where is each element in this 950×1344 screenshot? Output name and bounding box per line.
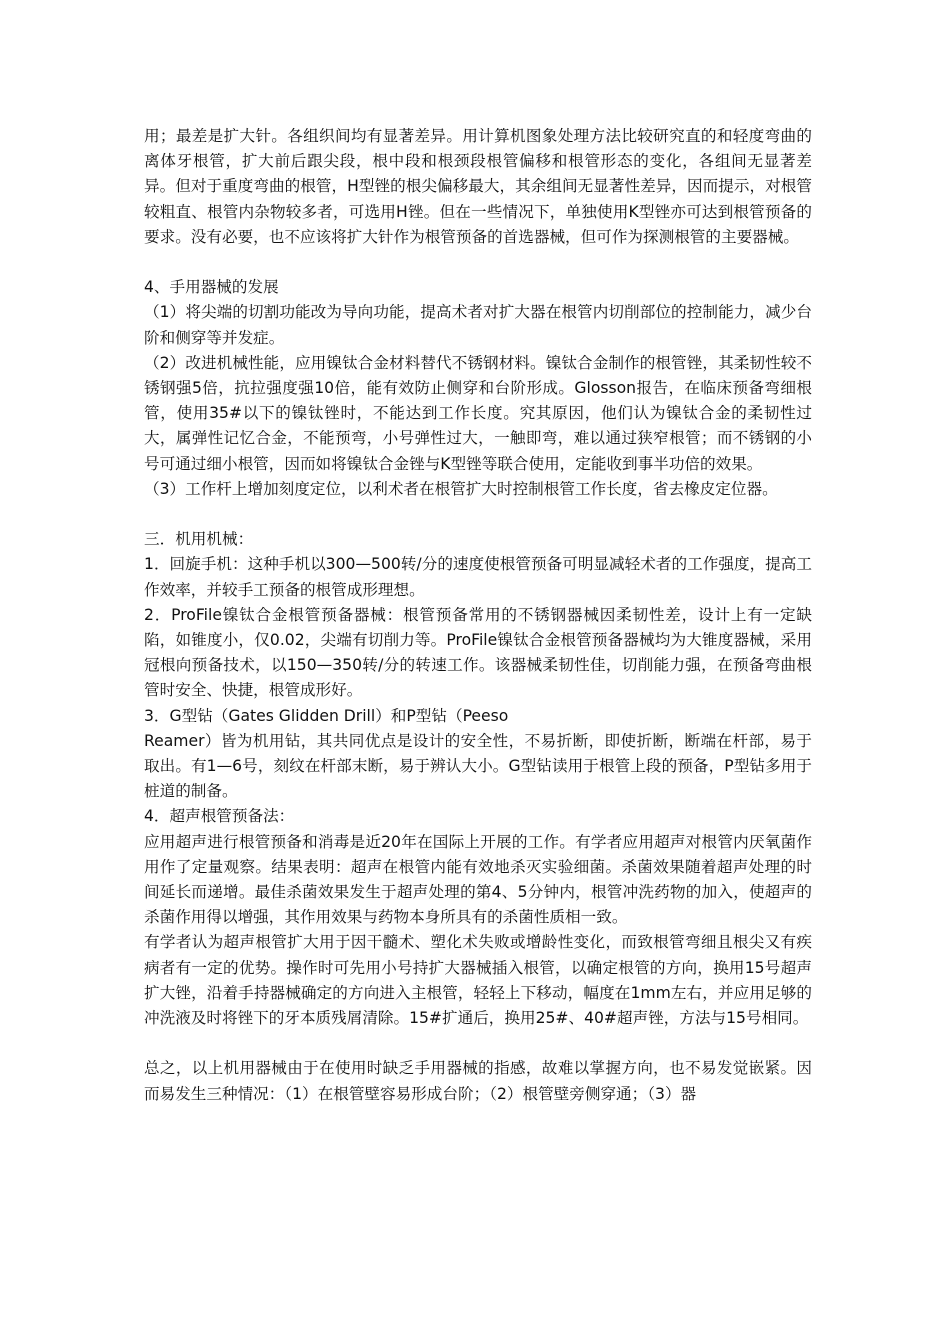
paragraph-scale-marking: （3）工作杆上增加刻度定位，以利术者在根管扩大时控制根管工作长度，省去橡皮定位器。 [144,479,778,498]
document-body [144,124,812,1107]
paragraph-summary: 总之，以上机用器械由于在使用时缺乏手用器械的指感，故难以掌握方向，也不易发觉嵌紧。因而易发生三种情况：（1）在根管壁容易形成台阶；（2）根管壁旁侧穿通；（3）器 [144,1059,812,1103]
paragraph-ultrasonic-disinfection: 应用超声进行根管预备和消毒是近20年在国际上开展的工作。有学者应用超声对根管内厌氧菌作用作了定量观察。结果表明：超声在根管内能有效地杀灭实验细菌。杀菌效果随着超声处理的时间延长而递增。最佳杀菌效果发生于超声处理的第4、5分钟内，根管冲洗药物的加入，使超声的杀菌作用得以增强，其作用效果与药物本身所具有的杀菌性质相一致。 [144,832,812,927]
paragraph-file-comparison: 用；最差是扩大针。各组织间均有显著差异。用计算机图象处理方法比较研究直的和轻度弯曲的离体牙根管，扩大前后跟尖段，根中段和根颈段根管偏移和根管形态的变化，各组间无显著差异。但对于重度弯曲的根管，H型锉的根尖偏移最大，其余组间无显著性差异，因而提示，对根管较粗直、根管内杂物较多者，可选用H锉。但在一些情况下，单独使用K型锉亦可达到根管预备的要求。没有必要，也不应该将扩大针作为根管预备的首选器械，但可作为探测根管的主要器械。 [144,127,812,246]
paragraph-nickel-titanium: （2）改进机械性能，应用镍钛合金材料替代不锈钢材料。镍钛合金制作的根管锉，其柔韧性较不锈钢强5倍，抗拉强度强10倍，能有效防止侧穿和台阶形成。Glosson报告，在临床预备弯细根管，使用35#以下的镍钛锉时，不能达到工作长度。究其原因，他们认为镍钛合金的柔韧性过大，属弹性记忆合金，不能预弯，小号弹性过大，一触即弯，难以通过狭窄根管；而不锈钢的小号可通过细小根管，因而如将镍钛合金锉与K型锉等联合使用，定能收到事半功倍的效果。 [144,353,812,473]
paragraph-ultrasonic-heading: 4．超声根管预备法： [144,807,295,826]
paragraph-drills-title: 3．G型钻（Gates Glidden Drill）和P型钻（Peeso [144,706,509,725]
paragraph-drills-body: Reamer）皆为机用钻，其共同优点是设计的安全性，不易折断，即使折断，断端在杆部，易于取出。有1—6号，刻纹在杆部末断，易于辨认大小。G型钻读用于根管上段的预备，P型钻多用于桩道的制备。 [144,731,812,801]
paragraph-guide-tip: （1）将尖端的切割功能改为导向功能，提高术者对扩大器在根管内切削部位的控制能力，减少台阶和侧穿等并发症。 [144,303,812,347]
blank-line [144,250,812,275]
section-heading-machine-instruments: 三．机用机械： [144,530,254,549]
section-heading-hand-instruments: 4、手用器械的发展 [144,278,279,297]
paragraph-profile: 2．ProFile镍钛合金根管预备器械：根管预备常用的不锈钢器械因柔韧性差，设计上有一定缺陷，如锥度小，仅0.02，尖端有切削力等。ProFile镍钛合金根管预备器械均为大锥度器械，采用冠根向预备技术，以150—350转/分的转速工作。该器械柔韧性佳，切削能力强，在预备弯曲根管时安全、快捷，根管成形好。 [144,605,812,700]
paragraph-rotary-handpiece: 1．回旋手机：这种手机以300—500转/分的速度使根管预备可明显减轻术者的工作强度，提高工作效率，并较手工预备的根管成形理想。 [144,555,812,599]
blank-line [144,502,812,527]
blank-line [144,1031,812,1056]
paragraph-ultrasonic-procedure: 有学者认为超声根管扩大用于因干髓术、塑化术失败或增龄性变化，而致根管弯细且根尖又有疾病者有一定的优势。操作时可先用小号持扩大器械插入根管，以确定根管的方向，换用15号超声扩大锉，沿着手持器械确定的方向进入主根管，轻轻上下移动，幅度在1mm左右，并应用足够的冲洗液及时将锉下的牙本质残屑清除。15#扩通后，换用25#、40#超声锉，方法与15号相同。 [144,933,812,1028]
